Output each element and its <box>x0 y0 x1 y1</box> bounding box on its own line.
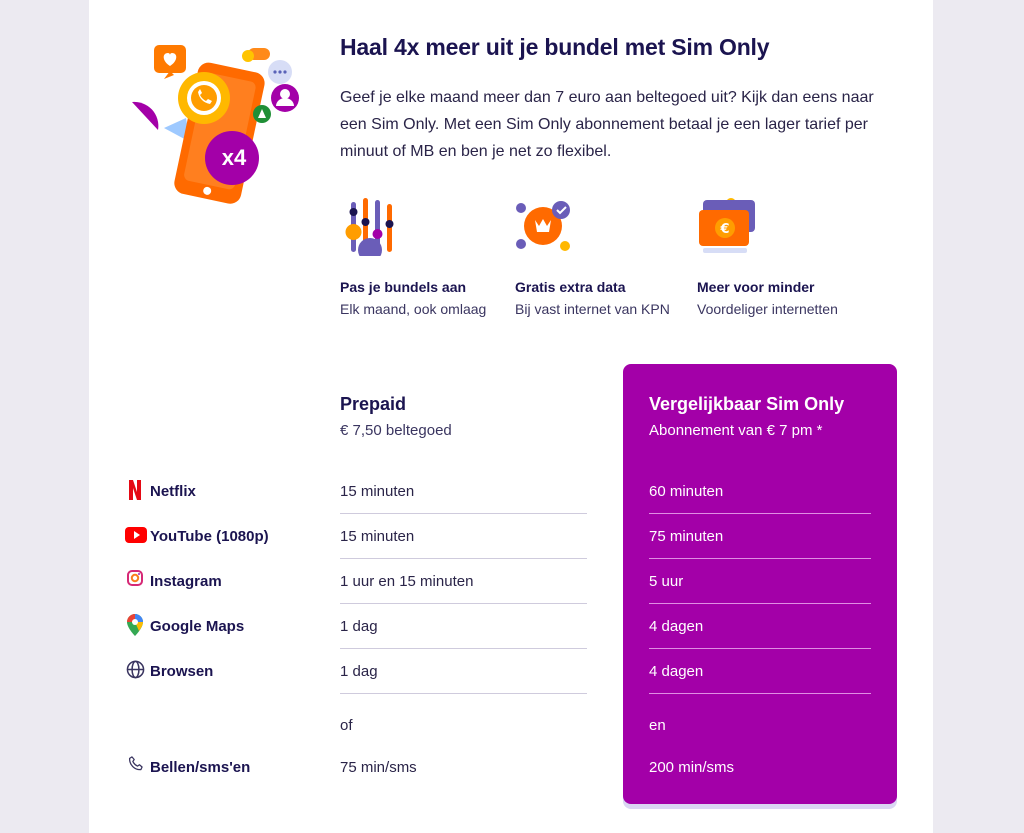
prepaid-value-instagram: 1 uur en 15 minuten <box>340 573 474 590</box>
prepaid-connector: of <box>340 717 353 734</box>
row-divider <box>340 558 587 559</box>
row-divider <box>340 513 587 514</box>
simonly-value-netflix: 60 minuten <box>649 483 724 500</box>
prepaid-value-browsen: 1 dag <box>340 663 378 680</box>
feature-title-data: Gratis extra data <box>515 279 626 295</box>
prepaid-value-youtube: 15 minuten <box>340 528 415 545</box>
row-divider <box>340 693 587 694</box>
phone-illustration <box>128 40 308 210</box>
prepaid-subtitle: € 7,50 beltegoed <box>340 422 452 439</box>
x4-badge: x4 <box>221 145 247 170</box>
simonly-value-browsen: 4 dagen <box>649 663 704 680</box>
prepaid-value-calls: 75 min/sms <box>340 759 417 776</box>
google-maps-icon <box>127 614 143 636</box>
simonly-value-youtube: 75 minuten <box>649 528 724 545</box>
crown-badge-icon <box>515 198 575 256</box>
row-divider <box>649 513 871 514</box>
netflix-icon <box>128 480 142 500</box>
simonly-value-google-maps: 4 dagen <box>649 618 704 635</box>
svg-text:€: € <box>720 222 730 237</box>
feature-subtitle-data: Bij vast internet van KPN <box>515 301 670 317</box>
row-divider <box>340 648 587 649</box>
simonly-title: Vergelijkbaar Sim Only <box>649 394 845 414</box>
row-divider <box>649 558 871 559</box>
row-label-google-maps: Google Maps <box>150 618 245 635</box>
feature-subtitle-bundles: Elk maand, ook omlaag <box>340 301 487 317</box>
row-divider <box>649 648 871 649</box>
sliders-icon <box>340 198 400 256</box>
prepaid-value-netflix: 15 minuten <box>340 483 415 500</box>
youtube-icon <box>125 527 147 543</box>
simonly-value-calls: 200 min/sms <box>649 759 735 776</box>
row-label-calls: Bellen/sms'en <box>150 759 251 776</box>
euro-wallet-icon <box>697 196 759 258</box>
row-divider <box>649 603 871 604</box>
instagram-icon <box>127 570 143 586</box>
intro-paragraph: Geef je elke maand meer dan 7 euro aan beltegoed uit? Kijk dan eens naar een Sim Only. Met een Sim Only abonnement betaal je een lager tarief per minuut of MB en ben je net zo flexibel. <box>340 89 874 160</box>
feature-title-bundles: Pas je bundels aan <box>340 279 467 295</box>
row-label-youtube: YouTube (1080p) <box>150 528 269 545</box>
simonly-subtitle: Abonnement van € 7 pm * <box>649 422 823 439</box>
phone-icon <box>127 755 145 773</box>
feature-subtitle-value: Voordeliger internetten <box>697 301 838 317</box>
row-divider <box>340 603 587 604</box>
row-label-browsen: Browsen <box>150 663 214 680</box>
row-divider <box>649 693 871 694</box>
simonly-value-instagram: 5 uur <box>649 573 684 590</box>
globe-icon <box>126 660 145 679</box>
row-label-instagram: Instagram <box>150 573 222 590</box>
feature-title-value: Meer voor minder <box>697 279 815 295</box>
row-label-netflix: Netflix <box>150 483 196 500</box>
simonly-connector: en <box>649 717 666 734</box>
prepaid-value-google-maps: 1 dag <box>340 618 378 635</box>
page-title: Haal 4x meer uit je bundel met Sim Only <box>340 34 770 60</box>
prepaid-title: Prepaid <box>340 394 407 414</box>
